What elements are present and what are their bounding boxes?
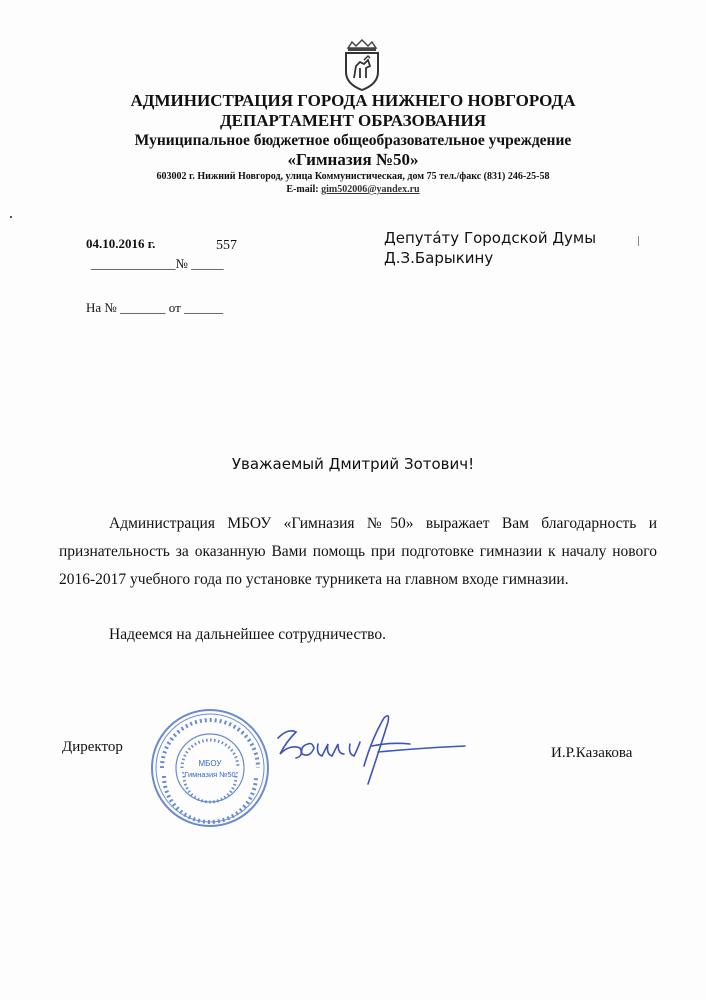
- letter-greeting: Уважаемый Дмитрий Зотович!: [231, 455, 475, 473]
- letter-closing: Надеемся на дальнейшее сотрудничество.: [109, 626, 386, 643]
- official-stamp: [148, 706, 272, 830]
- email-link[interactable]: gim502006@yandex.ru: [321, 184, 420, 195]
- letter-body: Администрация МБОУ «Гимназия №50» выражает Вам благодарность и признательность за оказанную Вами помощь при подготовке гимназии к началу нового 2016-2017 учебного года по установке турникета на главном входе гимназии.: [59, 515, 657, 588]
- org-header-line-1: АДМИНИСТРАЦИЯ ГОРОДА НИЖНЕГО НОВГОРОДА: [130, 91, 576, 110]
- coat-of-arms-icon: [342, 38, 382, 92]
- signatory-name: И.Р.Казакова: [551, 745, 633, 761]
- reference-line: На № _______ от ______: [86, 300, 224, 315]
- scan-mark: [638, 236, 639, 246]
- org-header-line-2: ДЕПАРТАМЕНТ ОБРАЗОВАНИЯ: [219, 111, 487, 130]
- recipient-name: Д.З.Барыкину: [384, 249, 494, 267]
- org-header-line-4: «Гимназия №50»: [287, 150, 419, 169]
- outgoing-date: 04.10.2016 г.: [86, 236, 156, 251]
- stamp-center-line-2: "Гимназия №50": [181, 770, 239, 779]
- org-address: 603002 г. Нижний Новгород, улица Коммунистическая, дом 75 тел./факс (831) 246-25-58: [156, 171, 550, 182]
- scan-mark: [10, 216, 12, 218]
- org-header-line-3: Муниципальное бюджетное общеобразовательное учреждение: [134, 132, 572, 149]
- outgoing-number-line: _____________№ _____: [91, 256, 224, 271]
- outgoing-number: 557: [216, 238, 237, 253]
- email-label: E-mail:: [286, 184, 322, 195]
- handwritten-signature: [260, 708, 470, 788]
- signatory-title: Директор: [62, 739, 123, 755]
- org-email-line: [0, 183, 706, 196]
- stamp-center-line-1: МБОУ: [198, 759, 222, 768]
- recipient-title: Депутáту Городской Думы: [384, 229, 597, 247]
